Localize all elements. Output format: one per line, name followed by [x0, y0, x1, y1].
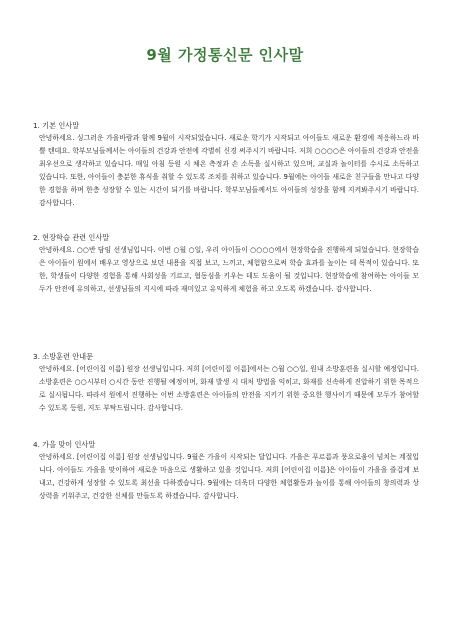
section-body: 안녕하세요. [어린이집 이름] 원장 선생님입니다. 저희 [어린이집 이름]에서는 ○월 ○○일, 원내 소방훈련을 실시할 예정입니다. 소방훈련은 ○○시부터 ○시간 동안 진행될 예정이며, 화재 발생 시 대처 방법을 익히고, 화재를 신속하게 진압하기 위한 목적으로 실시됩니다. 따라서 원에서 진행하는 이번 소방훈련은 아이들의 안전을 지키기 위한 중요한 행사이기 때문에 모두가 참여할 수 있도록 등원, 지도 부탁드립니다. 감사합니다. [39, 365, 419, 412]
section-heading: 2. 현장학습 관련 인사말 [33, 233, 110, 242]
section-field-trip [33, 232, 419, 296]
page-title: 9월 가정통신문 인사말 [146, 46, 304, 64]
section-basic-greeting [33, 120, 419, 209]
section-heading: 4. 가을 맞이 인사말 [33, 440, 96, 449]
section-heading: 3. 소방훈련 안내문 [33, 352, 94, 361]
section-body: 안녕하세요. [어린이집 이름] 원장 선생님입니다. 9월은 가을이 시작되는 달입니다. 가을은 푸르름과 풍요로움이 넘치는 계절입니다. 아이들도 가을을 맞이하여 새로운 마음으로 생활하고 있을 것입니다. 저희 [어린이집 이름]은 아이들이 가을을 즐겁게 보내고, 건강하게 성장할 수 있도록 최선을 다하겠습니다. 9월에는 더욱더 다양한 체험활동과 놀이를 통해 아이들의 창의력과 상상력을 키워주고, 건강한 신체를 만들도록 하겠습니다. 감사합니다. [39, 453, 419, 500]
section-body: 안녕하세요. 싱그러운 가을바람과 함께 9월이 시작되었습니다. 새로운 학기가 시작되고 아이들도 새로운 환경에 적응하느라 바쁠 텐데요. 학부모님들께서는 아이들의 건강과 안전에 각별히 신경 써주시기 바랍니다. 저희 ○○○○은 아이들의 건강과 안전을 최우선으로 생각하고 있습니다. 매일 아침 등원 시 체온 측정과 손 소독을 실시하고 있으며, 교실과 놀이터를 수시로 소독하고 있습니다. 또한, 아이들이 충분한 휴식을 취할 수 있도록 조치를 취하고 있습니다. 9월에는 아이들 새로운 친구들을 만나고 다양한 경험을 하며 한층 성장할 수 있는 시간이 되기를 바랍니다. 학부모님들께서도 아이들의 성장을 함께 지켜봐주시기 바랍니다. 감사합니다. [39, 134, 419, 207]
section-autumn-greeting [33, 439, 419, 503]
section-body: 안녕하세요. ○○반 담임 선생님입니다. 이번 ○월 ○일, 우리 아이들이 ○○○○에서 현장학습을 진행하게 되었습니다. 현장학습은 아이들이 원에서 배우고 영상으로 보던 내용을 직접 보고, 느끼고, 체험함으로써 학습 효과를 높이는 데 목적이 있습니다. 또한, 학생들이 다양한 경험을 통해 사회성을 기르고, 협동심을 키우는 데도 도움이 될 것입니다. 현장학습에 참여하는 아이들 모두가 안전에 유의하고, 선생님들의 지시에 따라 재미있고 유익하게 체험을 하고 오도록 하겠습니다. 감사합니다. [39, 246, 419, 293]
section-fire-drill [33, 351, 419, 415]
section-heading: 1. 기본 인사말 [33, 121, 80, 130]
